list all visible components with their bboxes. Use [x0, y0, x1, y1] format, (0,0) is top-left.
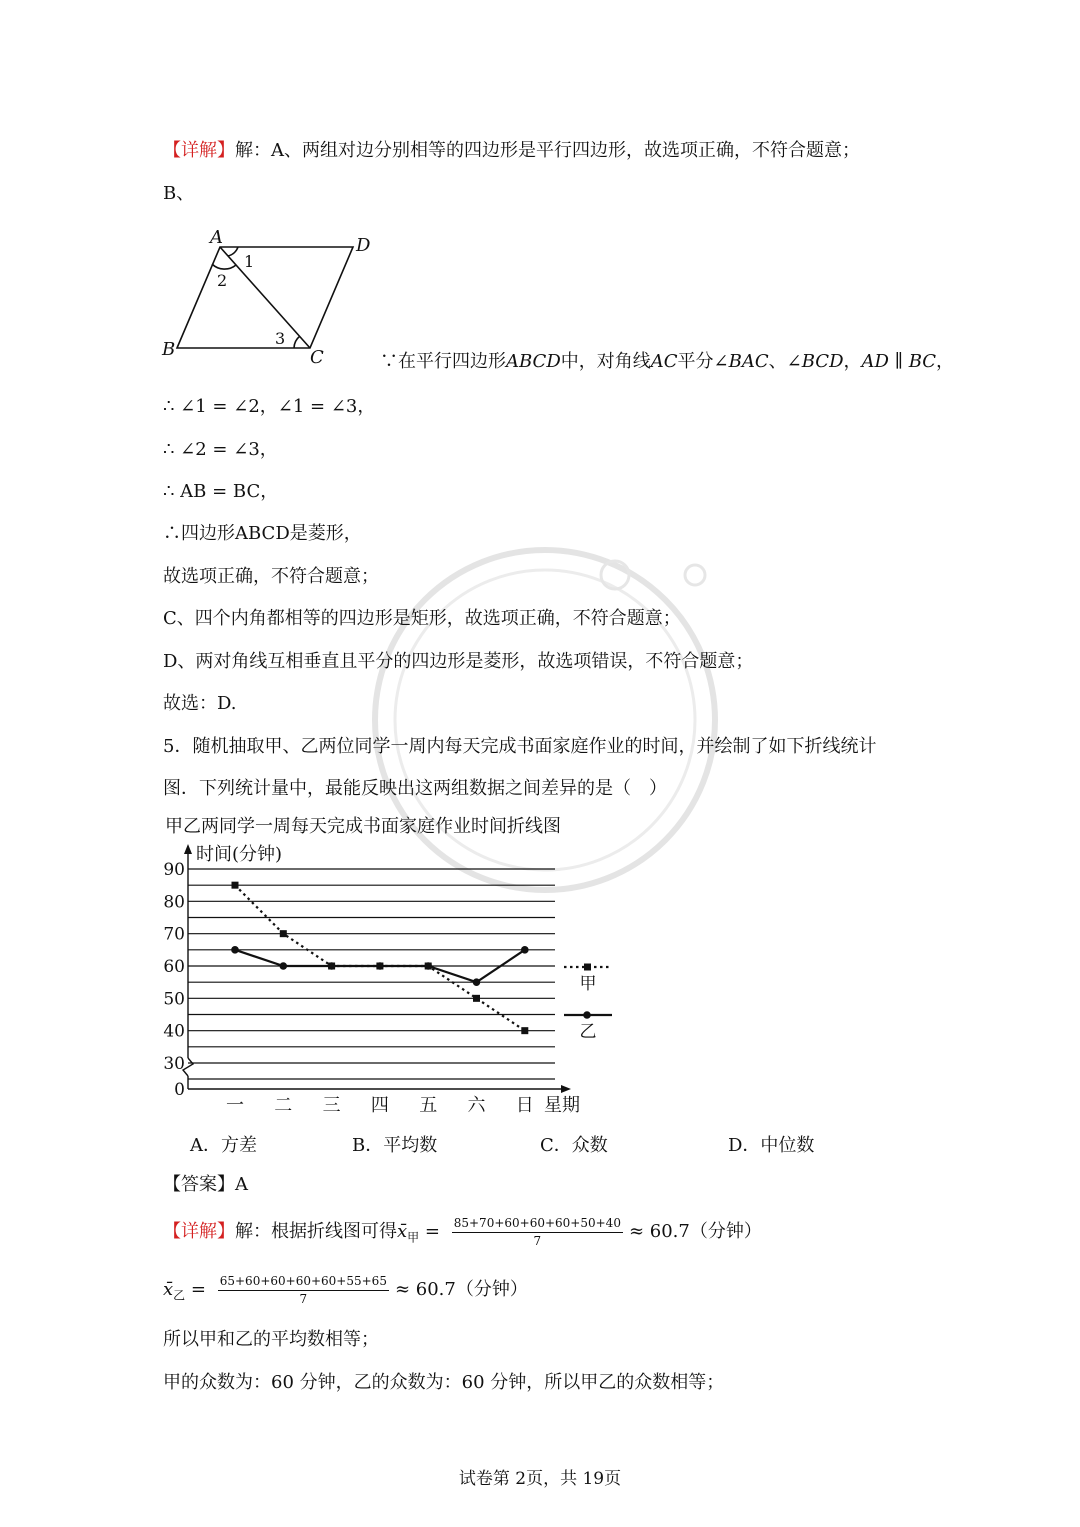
step-line: D、两对角线互相垂直且平分的四边形是菱形，故选项错误，不符合题意；: [163, 651, 754, 672]
y-tick-label: 50: [163, 989, 185, 1010]
step-line: ∴ ∠1 = ∠2，∠1 = ∠3，: [163, 396, 376, 417]
vertex-c: C: [310, 347, 324, 368]
answer-line: 【答案】A: [163, 1174, 248, 1195]
data-point-乙: [376, 962, 384, 970]
data-point-乙: [521, 946, 529, 954]
x-tick-label: 五: [419, 1095, 438, 1116]
fraction-yi: $\frac{65+60+60+60+60+55+65}{7}$: [219, 1273, 387, 1306]
angle-label-3: 3: [275, 329, 286, 348]
angle-arc-3: [294, 336, 300, 348]
since-line: ∵在平行四边形ABCD中，对角线AC平分∠BAC、∠BCD，AD ∥ BC，: [380, 351, 955, 372]
step-line: C、四个内角都相等的四边形是矩形，故选项正确，不符合题意；: [163, 608, 681, 629]
conclusion-line-1: 所以甲和乙的平均数相等；: [163, 1329, 379, 1350]
x-tick-label: 日: [515, 1095, 534, 1116]
detail-tag: 【详解】: [163, 140, 235, 161]
legend-label-乙: 乙: [579, 1022, 597, 1042]
question-5-line-1: 5．随机抽取甲、乙两位同学一周内每天完成书面家庭作业的时间，并绘制了如下折线统计: [163, 736, 877, 757]
data-point-甲: [232, 882, 239, 889]
detail-text: 解：A、两组对边分别相等的四边形是平行四边形，故选项正确，不符合题意；: [235, 140, 860, 161]
y-tick-label: 80: [163, 892, 185, 913]
vertex-a: A: [210, 227, 223, 248]
option-b-label: B、: [163, 183, 195, 204]
y-axis-arrow: [184, 844, 192, 854]
step-line: ∴ AB = BC，: [163, 481, 279, 502]
step-line: ∴四边形ABCD是菱形，: [163, 523, 362, 544]
vertex-d: D: [356, 235, 371, 256]
conclusion-line-2: 甲的众数为：60 分钟，乙的众数为：60 分钟，所以甲乙的众数相等；: [163, 1372, 725, 1393]
y-tick-label: 40: [163, 1021, 185, 1042]
data-point-乙: [280, 962, 288, 970]
y-tick-label: 0: [174, 1080, 185, 1100]
step-line: ∴ ∠2 = ∠3，: [163, 439, 278, 460]
x-tick-label: 六: [467, 1095, 486, 1116]
y-axis-label: 时间(分钟): [196, 844, 283, 865]
x-tick-label: 三: [322, 1095, 341, 1116]
parallelogram-figure: [160, 225, 380, 370]
angle-arc-2: [212, 264, 236, 269]
diagonal-ac: [220, 247, 310, 348]
x-axis-arrow: [561, 1085, 571, 1093]
page-footer: 试卷第 2页，共 19页: [458, 1469, 622, 1489]
y-tick-label: 30: [163, 1054, 185, 1074]
yi-mean-line: $x̄_乙$ = $\frac{65+60+60+60+60+55+65}{7}$ ≈ 60.7（分钟）: [163, 1273, 528, 1306]
angle-label-2: 2: [217, 271, 228, 290]
option-c: C．众数: [540, 1135, 608, 1156]
x-axis-label: 星期: [544, 1095, 580, 1116]
x-tick-label: 二: [274, 1095, 293, 1116]
data-point-乙: [473, 978, 481, 986]
legend-marker-乙: [583, 1011, 591, 1019]
step-line: 故选项正确，不符合题意；: [163, 566, 379, 587]
option-b: B．平均数: [352, 1135, 438, 1156]
question-5-line-2: 图．下列统计量中，最能反映出这两组数据之间差异的是（ ）: [163, 778, 667, 799]
option-a: A．方差: [190, 1135, 257, 1156]
detail-line-2: 【详解】解：根据折线图可得$x̄_甲$ = $\frac{85+70+60+60+60+50+40}{7}$ ≈ 60.7（分钟）: [163, 1215, 762, 1248]
x-tick-label: 一: [226, 1095, 244, 1116]
step-line: 故选：D.: [163, 693, 237, 714]
option-d: D．中位数: [728, 1135, 815, 1156]
detail-line-1: [163, 139, 860, 163]
vertex-b: B: [162, 339, 176, 360]
data-point-甲: [280, 930, 287, 937]
data-point-乙: [328, 962, 336, 970]
y-tick-label: 90: [163, 860, 185, 880]
y-tick-label: 60: [163, 957, 185, 977]
legend-label-甲: 甲: [579, 974, 597, 994]
data-point-甲: [521, 1027, 528, 1034]
series-line-甲: [235, 885, 525, 1031]
line-chart: [160, 812, 630, 1122]
data-point-乙: [424, 962, 432, 970]
angle-label-1: 1: [244, 252, 255, 271]
angle-arc-1: [228, 247, 238, 256]
legend-marker-甲: [584, 964, 591, 971]
y-tick-label: 70: [163, 924, 185, 945]
detail-tag: 【详解】: [163, 1221, 235, 1242]
data-point-甲: [473, 995, 480, 1002]
fraction-jia: $\frac{85+70+60+60+60+50+40}{7}$: [453, 1215, 621, 1248]
data-point-乙: [231, 946, 239, 954]
x-tick-label: 四: [370, 1095, 389, 1116]
chart-title: 甲乙两同学一周每天完成书面家庭作业时间折线图: [165, 816, 561, 837]
